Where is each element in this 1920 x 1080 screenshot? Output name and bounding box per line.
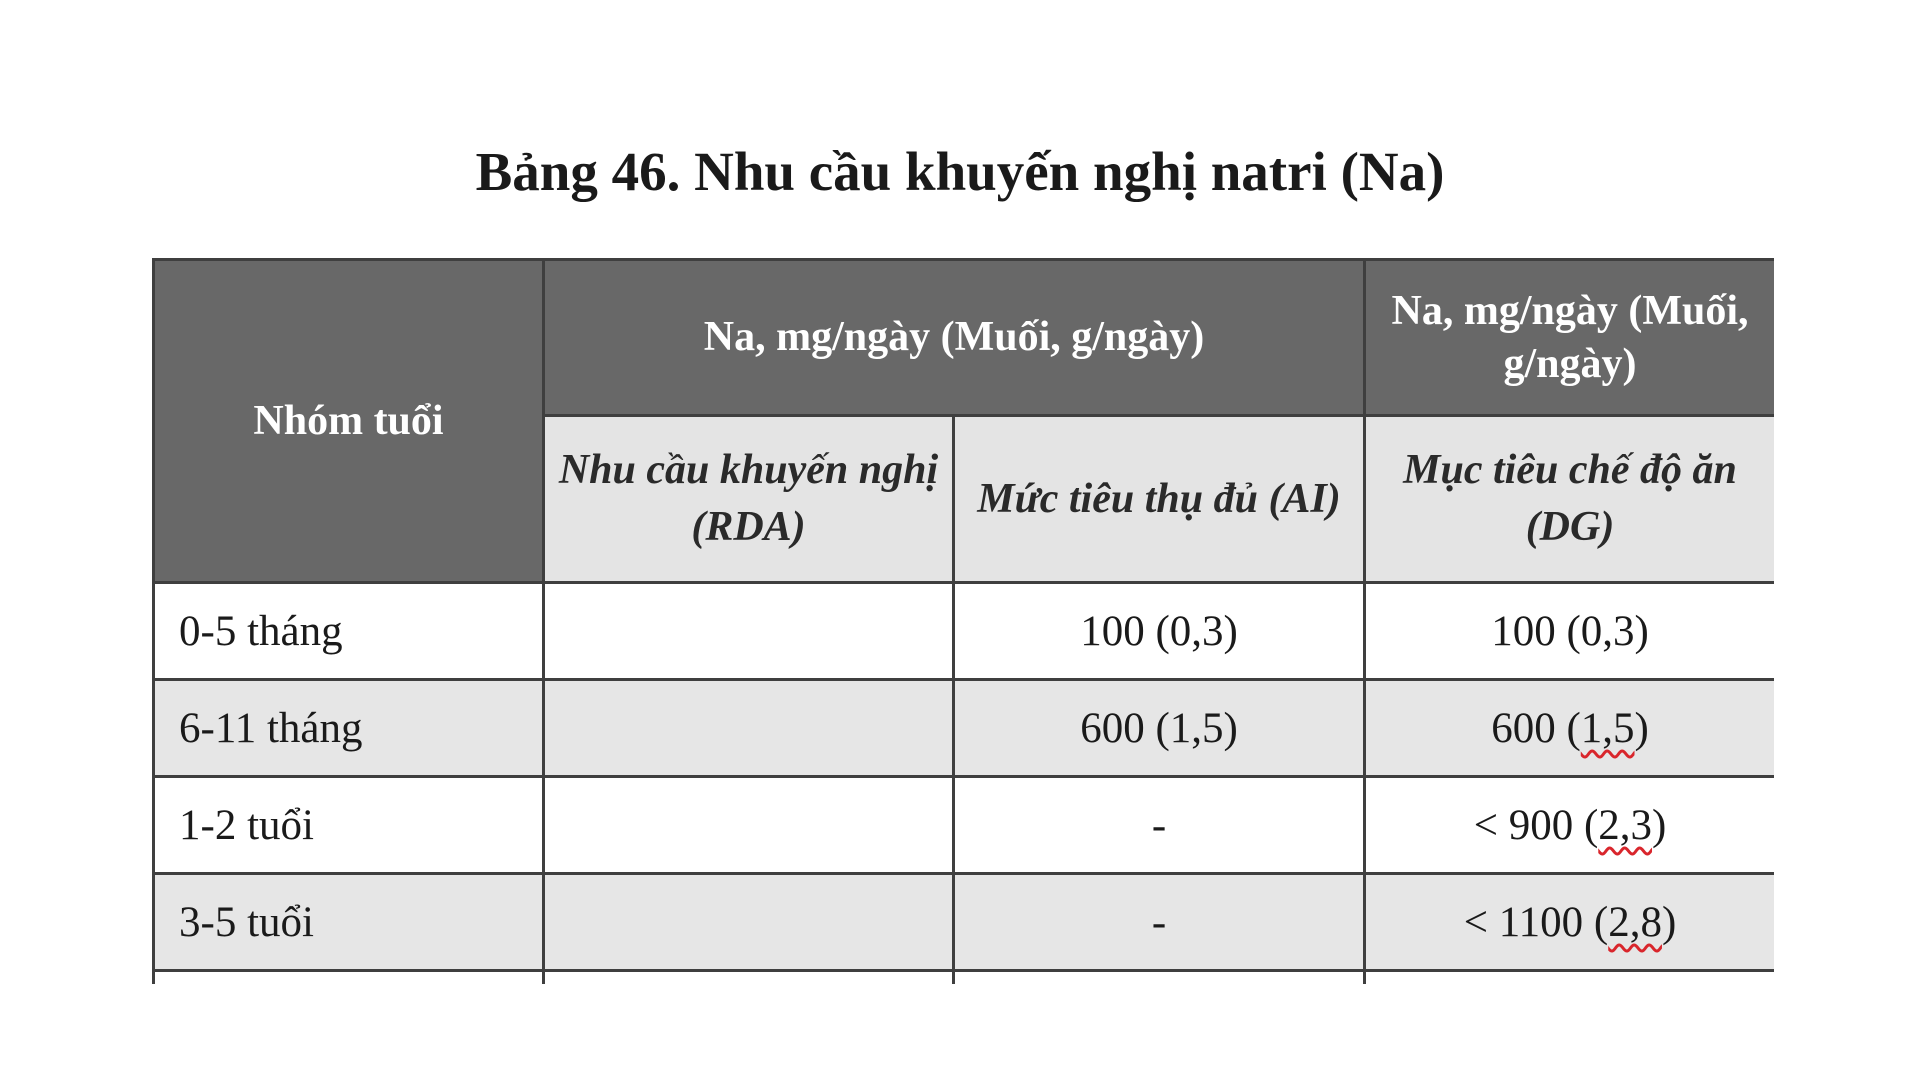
ai-cell: 100 (0,3) — [954, 583, 1365, 680]
header-group-dg: Na, mg/ngày (Muối, g/ngày) — [1365, 260, 1774, 416]
header-group-main: Na, mg/ngày (Muối, g/ngày) — [544, 260, 1365, 416]
dg-prefix: < 1100 ( — [1463, 898, 1609, 946]
age-cell: 0-5 tháng — [154, 583, 544, 680]
rda-cell — [544, 680, 954, 777]
header-dg: Mục tiêu chế độ ăn (DG) — [1365, 416, 1774, 583]
dg-prefix: 100 ( — [1491, 607, 1581, 655]
dg-suffix: ) — [1652, 801, 1667, 849]
table-title: Bảng 46. Nhu cầu khuyến nghị natri (Na) — [475, 141, 1445, 202]
dg-suffix: ) — [1661, 898, 1677, 946]
dg-prefix: 600 ( — [1491, 704, 1581, 752]
table-row — [154, 583, 1775, 680]
dg-suffix: ) — [1634, 607, 1649, 655]
header-row-top — [154, 260, 1775, 416]
age-cell: 3-5 tuổi — [154, 874, 544, 971]
dg-cell — [1365, 583, 1774, 680]
dg-cell — [1365, 680, 1774, 777]
dg-suffix: ) — [1634, 704, 1649, 752]
cut-off-cell — [954, 971, 1365, 985]
dg-value-spellcheck-underlined: 2,8 — [1608, 898, 1662, 946]
dg-value-spellcheck-underlined: 1,5 — [1580, 704, 1635, 752]
table-row — [154, 777, 1775, 874]
dg-cell — [1365, 777, 1774, 874]
ai-cell: 600 (1,5) — [954, 680, 1365, 777]
rda-cell — [544, 874, 954, 971]
sodium-requirements-table — [152, 258, 1774, 984]
dg-cell — [1365, 874, 1774, 971]
header-age-group: Nhóm tuổi — [154, 260, 544, 583]
cut-off-cell — [544, 971, 954, 985]
dg-prefix: < 900 ( — [1473, 801, 1599, 849]
table-row — [154, 874, 1775, 971]
table-viewport — [152, 258, 1774, 984]
table-row — [154, 680, 1775, 777]
ai-cell: - — [954, 874, 1365, 971]
age-cell: 1-2 tuổi — [154, 777, 544, 874]
header-rda: Nhu cầu khuyến nghị (RDA) — [544, 416, 954, 583]
ai-cell: - — [954, 777, 1365, 874]
dg-value-spellcheck-underlined: 2,3 — [1598, 801, 1653, 849]
table-row-cut-off — [154, 971, 1775, 985]
rda-cell — [544, 777, 954, 874]
rda-cell — [544, 583, 954, 680]
age-cell: 6-11 tháng — [154, 680, 544, 777]
header-ai: Mức tiêu thụ đủ (AI) — [954, 416, 1365, 583]
cut-off-cell — [154, 971, 544, 985]
dg-value: 0,3 — [1580, 607, 1635, 655]
cut-off-cell — [1365, 971, 1774, 985]
